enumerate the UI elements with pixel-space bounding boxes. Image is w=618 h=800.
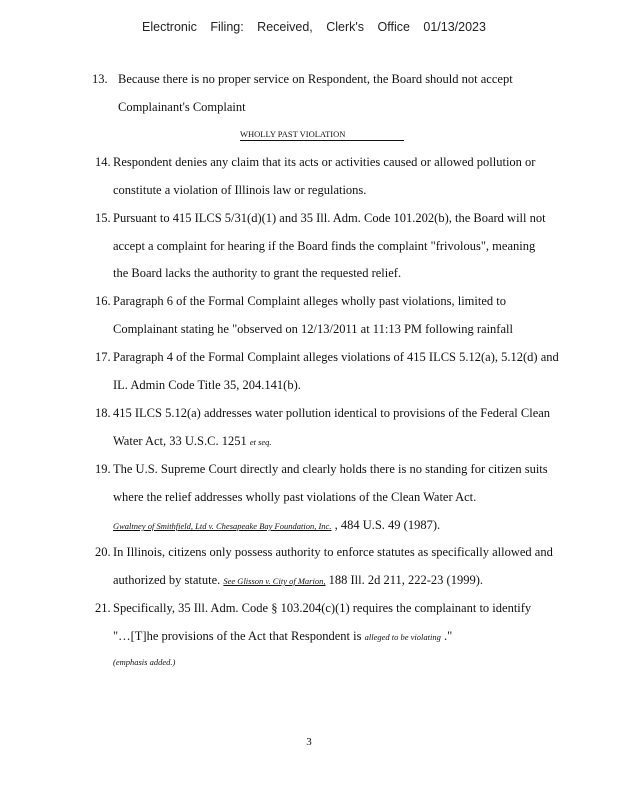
paragraph-line: constitute a violation of Illinois law or regulations. [113,183,367,197]
paragraph-line: where the relief addresses wholly past violations of the Clean Water Act. [113,490,477,504]
paragraph-line: IL. Admin Code Title 35, 204.141(b). [113,378,301,392]
paragraph-number: 20. [95,545,111,559]
paragraph-line [113,434,272,449]
citation-reporter: , 484 U.S. 49 (1987). [334,518,441,532]
paragraph-text: "…[T]he provisions of the Act that Respondent is [113,629,362,643]
paragraph-number: 14. [95,155,111,169]
paragraph-text: Water Act, 33 U.S.C. 1251 [113,434,247,448]
paragraph-line: Complainant stating he "observed on 12/13/2011 at 11:13 PM following rainfall [113,322,513,336]
paragraph-text: authorized by statute. [113,573,221,587]
paragraph-line: Because there is no proper service on Respondent, the Board should not accept [118,72,513,86]
paragraph-line: 415 ILCS 5.12(a) addresses water pollution identical to provisions of the Federal Clean [113,406,551,420]
paragraph-number: 21. [95,601,111,615]
paragraph-line: Pursuant to 415 ILCS 5/31(d)(1) and 35 Ill. Adm. Code 101.202(b), the Board will not [113,211,546,225]
paragraph-line: Complainant's Complaint [118,100,246,114]
citation-reporter: 188 Ill. 2d 211, 222-23 (1999). [328,573,483,587]
paragraph-line: The U.S. Supreme Court directly and clearly holds there is no standing for citizen suits [113,462,548,476]
paragraph-line: the Board lacks the authority to grant the requested relief. [113,266,402,280]
paragraph-line [113,573,483,588]
paragraph-line: Paragraph 4 of the Formal Complaint alleges violations of 415 ILCS 5.12(a), 5.12(d) and [113,350,559,364]
case-citation: See Glisson v. City of Marion, [223,576,326,586]
paragraph-line: Paragraph 6 of the Formal Complaint alleges wholly past violations, limited to [113,294,506,308]
case-citation: Gwaltney of Smithfield, Ltd v. Chesapeake Bay Foundation, Inc. [113,521,332,531]
filing-header: Electronic Filing: Received, Clerk's Office 01/13/2023 [142,20,486,34]
page-number: 3 [306,736,312,748]
section-heading: WHOLLY PAST VIOLATION [240,129,404,141]
paragraph-line: Specifically, 35 Ill. Adm. Code § 103.204(c)(1) requires the complainant to identify [113,601,532,615]
paragraph-line: Respondent denies any claim that its acts or activities caused or allowed pollution or [113,155,536,169]
paragraph-number: 16. [95,294,111,308]
italic-phrase: alleged to be violating [364,632,441,642]
paragraph-number: 15. [95,211,111,225]
paragraph-number: 19. [95,462,111,476]
paragraph-line [113,518,440,533]
paragraph-number: 18. [95,406,111,420]
paragraph-line: accept a complaint for hearing if the Board finds the complaint "frivolous", meaning [113,239,536,253]
paragraph-line [113,629,452,644]
paragraph-number: 13. [92,72,108,86]
paragraph-number: 17. [95,350,111,364]
closing-quote: ." [443,629,453,643]
emphasis-note: (emphasis added.) [113,657,176,667]
paragraph-line: In Illinois, citizens only possess authority to enforce statutes as specifically allowed and [113,545,553,559]
italic-citation: et seq. [249,437,272,447]
